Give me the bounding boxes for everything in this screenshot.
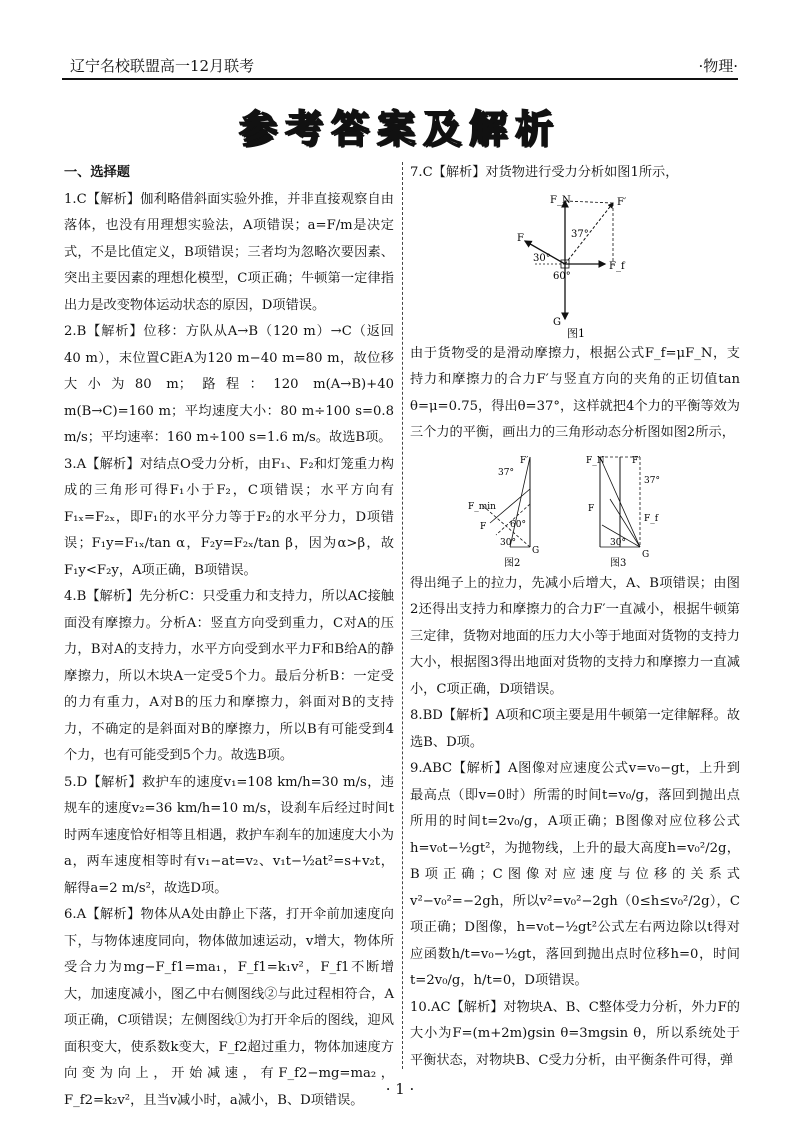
column-divider: [402, 162, 403, 1069]
answer-3: 3.A【解析】对结点O受力分析，由F₁、F₂和灯笼重力构成的三角形可得F₁小于F₂，C项错误；水平方向有F₁ₓ=F₂ₓ，即F₁的水平分力等于F₂的水平分力，D项错误；F₁y=F₁ₓ/tan α，F₂y=F₂ₓ/tan β，因为α>β，故F₁y<F₂y，A项正确，B项错误。: [64, 456, 394, 578]
answer-1: 1.C【解析】伽利略借斜面实验外推，并非直接观察自由落体，也没有用理想实验法，A项错误；a=F/m是决定式，不是比值定义，B项错误；三者均为忽略次要因素、突出主要因素的理想化模型，C项正确；牛顿第一定律指出力是改变物体运动状态的原因，D项错误。: [64, 191, 394, 313]
fig3-caption: 图3: [610, 557, 627, 569]
subject-label: ·物理·: [698, 57, 738, 75]
fig1-label-f: F: [517, 232, 524, 244]
answer-6: 6.A【解析】物体从A处由静止下落，打开伞前加速度向下，与物体速度同向，物体做加速运动，v增大，物体所受合力为mg−F_f1=ma₁，F_f1=k₁v²，F_f1不断增大，加速度减小，图乙中右侧图线②与此过程相符合，A项正确，C项错误；左侧图线①为打开伞后的图线，迎风面积变大，使系数k变大，F_f2超过重力，物体加速度方向变为向上，开始减速，有F_f2−mg=ma₂，F_f2=k₂v²，且当v减小时，a减小，B、D项错误。: [64, 907, 394, 1108]
fig1-label-ff: F_f: [609, 260, 625, 272]
figure-2-3-dynamic-diagrams: [460, 449, 690, 569]
fig3-label-f: F: [588, 503, 595, 514]
answer-7-intro: 7.C【解析】对货物进行受力分析如图1所示，: [410, 165, 679, 180]
fig3-label-fprime: F′: [632, 455, 641, 466]
fig2-label-37: 37°: [498, 467, 514, 478]
left-column: [64, 160, 394, 1114]
fig1-label-37: 37°: [571, 228, 589, 240]
fig1-label-30: 30°: [533, 252, 551, 264]
answer-2: 2.B【解析】位移：方队从A→B（120 m）→C（返回40 m），末位置C距A为120 m−40 m=80 m，故位移大小为80 m；路程：120 m(A→B)+40 m(B→C)=160 m；平均速度大小：80 m÷100 s=0.8 m/s；平均速率：160 m÷100 s=1.6 m/s。故选B项。: [64, 324, 394, 445]
fig2-label-30: 30°: [500, 537, 516, 548]
page-title: 参考答案及解析: [238, 107, 561, 151]
answer-7-conclusion: 得出绳子上的拉力，先减小后增大，A、B项错误；由图2还得出支持力和摩擦力的合力F′一直减小，根据牛顿第三定律，货物对地面的压力大小等于地面对货物的支持力大小，根据图3得出地面对货物的支持力和摩擦力一直减小，C项正确，D项错误。: [410, 575, 740, 697]
figure-1-force-diagram: [505, 189, 645, 339]
fig1-label-fprime: F′: [617, 196, 627, 208]
section-heading: 一、选择题: [64, 165, 130, 180]
answer-7-body: 由于货物受的是滑动摩擦力，根据公式F_f=μF_N，支持力和摩擦力的合力F′与竖直方向的夹角的正切值tan θ=μ=0.75，得出θ=37°，这样就把4个力的平衡等效为三个力的平衡，画出力的三角形动态分析图如图2所示，: [410, 345, 740, 440]
answer-8: 8.BD【解析】A项和C项主要是用牛顿第一定律解释。故选B、D项。: [410, 708, 740, 750]
answer-4: 4.B【解析】先分析C：只受重力和支持力，所以AC接触面没有摩擦力。分析A：竖直方向受到重力，C对A的压力，B对A的支持力，水平方向受到水平力F和B给A的静摩擦力，所以木块A一定受5个力。最后分析B：一定受的力有重力，A对B的压力和摩擦力，斜面对B的支持力，不确定的是斜面对B的摩擦力，所以B有可能受到4个力，也有可能受到5个力。故选B项。: [64, 589, 394, 763]
fig2-caption: 图2: [504, 557, 521, 569]
header-rule: [62, 78, 738, 80]
answer-5: 5.D【解析】救护车的速度v₁=108 km/h=30 m/s，违规车的速度v₂=36 km/h=10 m/s，设刹车后经过时间t时两车速度恰好相等且相遇，救护车刹车的加速度大小为a，两车速度相等时有v₁−at=v₂、v₁t−½at²=s+v₂t，解得a=2 m/s²，故选D项。: [64, 774, 394, 896]
page-number: · 1 ·: [385, 1080, 415, 1098]
fig3-label-fn: F_N: [586, 455, 605, 466]
fig2-label-f: F: [480, 521, 487, 532]
fig2-label-fmin: F_min: [468, 501, 496, 512]
fig3-label-g: G: [642, 549, 650, 560]
fig1-caption: 图1: [567, 326, 585, 339]
page-header: [70, 50, 738, 76]
answer-10: 10.AC【解析】对物块A、B、C整体受力分析，外力F的大小为F=(m+2m)gsin θ=3mgsin θ，所以系统处于平衡状态，对物块B、C受力分析，由平衡条件可得，弹: [410, 999, 740, 1068]
fig1-label-g: G: [553, 316, 561, 328]
fig3-label-37: 37°: [644, 475, 660, 486]
answer-9: 9.ABC【解析】A图像对应速度公式v=v₀−gt，上升到最高点（即v=0时）所需的时间t=v₀/g，落回到抛出点所用的时间t=2v₀/g，A项正确；B图像对应位移公式h=v₀t−½gt²，为抛物线，上升的最大高度h=v₀²/2g，B项正确；C图像对应速度与位移的关系式v²−v₀²=−2gh，所以v²=v₀²−2gh（0≤h≤v₀²/2g），C项正确；D图像，h=v₀t−½gt²公式左右两边除以t得对应函数h/t=v₀−½gt，落回到抛出点时位移h=0，时间t=2v₀/g，h/t=0，D项错误。: [410, 761, 740, 988]
fig3-label-ff: F_f: [644, 513, 659, 524]
right-column: [410, 160, 740, 1074]
exam-name: 辽宁名校联盟高一12月联考: [70, 57, 255, 75]
fig1-label-fn: F_N: [550, 194, 571, 206]
fig1-label-60: 60°: [553, 270, 571, 282]
fig2-label-60: 60°: [510, 519, 526, 530]
fig2-label-fprime: F′: [520, 455, 529, 466]
fig2-label-g: G: [532, 545, 540, 556]
fig3-label-30: 30°: [610, 537, 626, 548]
